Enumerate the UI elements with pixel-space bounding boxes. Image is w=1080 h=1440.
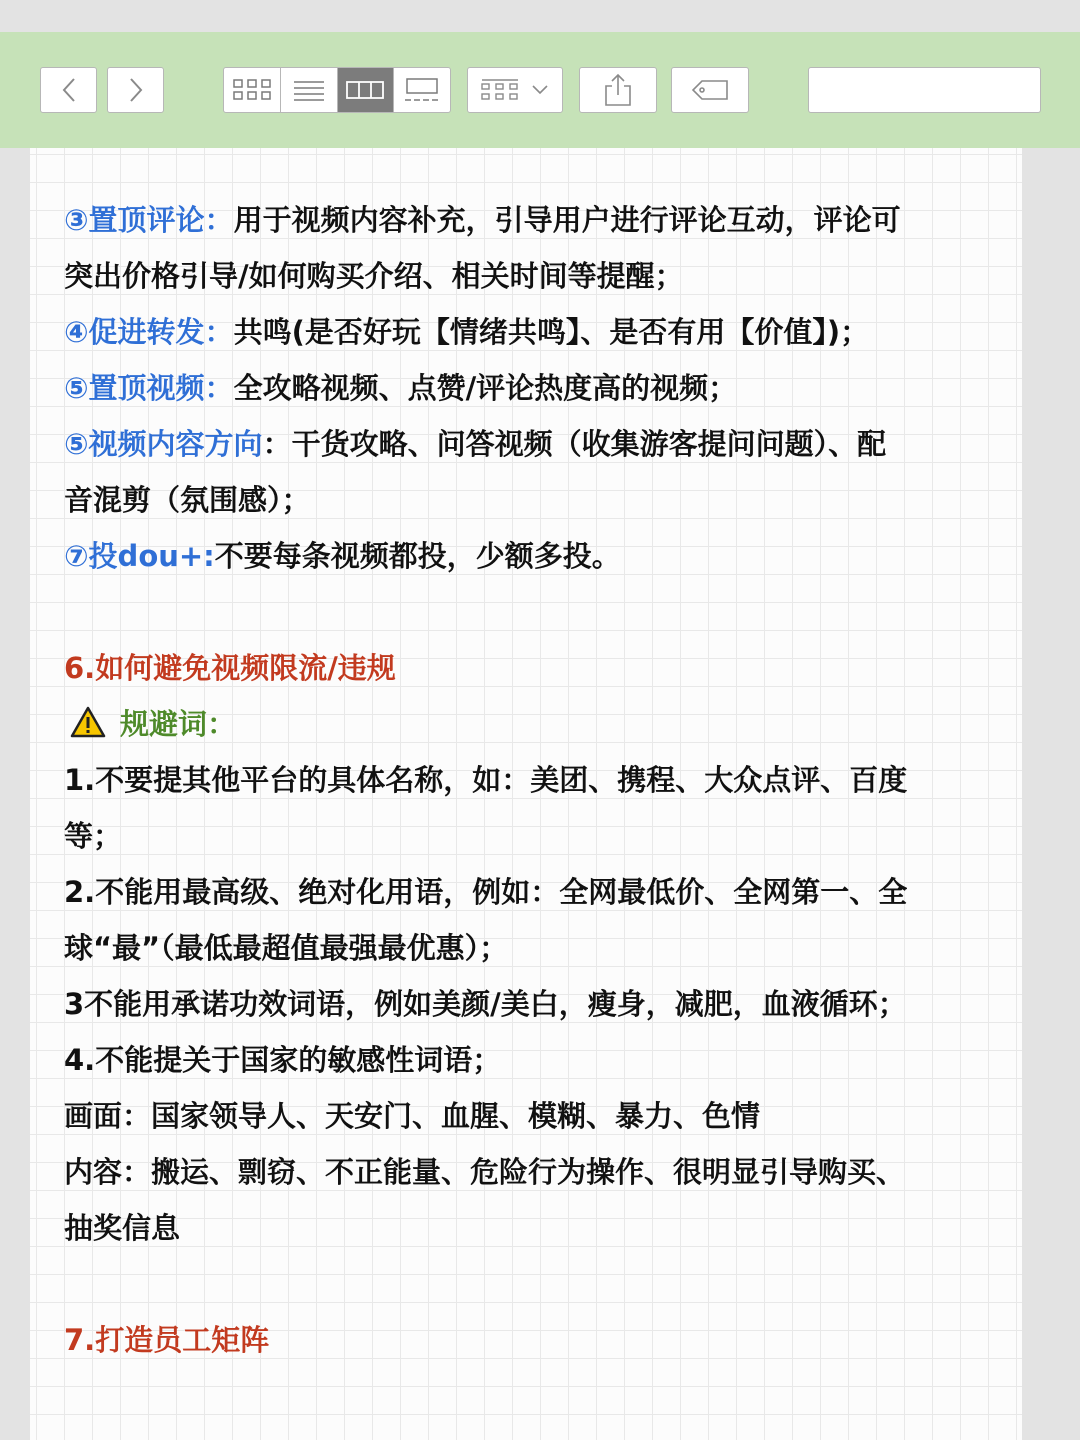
line-content-direction — [64, 424, 886, 464]
rule-visuals: 画面：国家领导人、天安门、血腥、模糊、暴力、色情 — [64, 1099, 761, 1133]
search-field[interactable] — [808, 67, 1041, 113]
toolbar — [0, 32, 1080, 148]
line-content-direction-cont — [64, 480, 311, 520]
column-view-icon — [345, 79, 385, 101]
label-pinned-video: ⑤置顶视频： — [64, 371, 234, 405]
share-button[interactable] — [579, 67, 657, 113]
warning-icon — [70, 706, 106, 738]
text-pinned-video: 全攻略视频、点赞/评论热度高的视频； — [233, 371, 738, 405]
label-promote-sharing: ④促进转发： — [64, 315, 234, 349]
chevron-down-icon — [530, 83, 550, 97]
icon-view-button[interactable] — [224, 68, 281, 112]
rule-content: 内容：搬运、剽窃、不正能量、危险行为操作、很明显引导购买、 — [64, 1155, 906, 1189]
chevron-right-icon — [126, 76, 146, 104]
heading-section-7: 7.打造员工矩阵 — [64, 1323, 270, 1357]
back-button[interactable] — [40, 67, 97, 113]
text-pinned-comment-cont: 突出价格引导/如何购买介绍、相关时间等提醒； — [64, 259, 684, 293]
line-pinned-comment-cont — [64, 256, 684, 296]
forward-button[interactable] — [107, 67, 164, 113]
tag-button[interactable] — [671, 67, 749, 113]
line-avoid-words — [64, 704, 236, 744]
line-dou-plus — [64, 536, 621, 576]
line-pinned-comment — [64, 200, 901, 240]
group-by-icon — [480, 78, 520, 102]
line-promote-sharing — [64, 312, 869, 352]
top-gap — [0, 0, 1080, 32]
text-promote-sharing: 共鸣(是否好玩【情绪共鸣】、是否有用【价值】)； — [233, 315, 870, 349]
rule-2: 2.不能用最高级、绝对化用语，例如：全网最低价、全网第一、全 — [64, 875, 908, 909]
icon-view-grid-icon — [232, 78, 272, 102]
text-content-direction-cont: 音混剪（氛围感）； — [64, 483, 311, 517]
rule-content-cont: 抽奖信息 — [64, 1211, 181, 1245]
column-view-button[interactable] — [338, 68, 395, 112]
tag-icon — [690, 78, 730, 102]
rule-1: 1.不要提其他平台的具体名称，如：美团、携程、大众点评、百度 — [64, 763, 908, 797]
rule-4: 4.不能提关于国家的敏感性词语； — [64, 1043, 502, 1077]
list-view-icon — [292, 79, 326, 101]
rule-3: 3不能用承诺功效词语，例如美颜/美白，瘦身，减肥，血液循环； — [64, 987, 907, 1021]
view-switcher — [223, 67, 451, 113]
group-by-button[interactable] — [467, 67, 563, 113]
list-view-button[interactable] — [281, 68, 338, 112]
chevron-left-icon — [59, 76, 79, 104]
gallery-view-button[interactable] — [394, 68, 450, 112]
label-content-direction: ⑤视频内容方向 — [64, 427, 263, 461]
text-pinned-comment: 用于视频内容补充，引导用户进行评论互动，评论可 — [233, 203, 901, 237]
line-pinned-video — [64, 368, 737, 408]
label-pinned-comment: ③置顶评论： — [64, 203, 234, 237]
heading-section-6: 6.如何避免视频限流/违规 — [64, 651, 396, 685]
label-avoid-words: 规避词： — [120, 707, 237, 741]
gallery-view-icon — [403, 77, 441, 103]
label-dou-plus: ⑦投dou+: — [64, 539, 215, 573]
rule-2-cont: 球“最”（最低最超值最强最优惠）； — [64, 931, 509, 965]
share-icon — [604, 73, 632, 107]
text-content-direction: ：干货攻略、问答视频（收集游客提问问题）、配 — [262, 427, 887, 461]
text-dou-plus: 不要每条视频都投，少额多投。 — [214, 539, 621, 573]
rule-1-cont: 等； — [64, 819, 123, 853]
search-input[interactable] — [827, 79, 1056, 102]
